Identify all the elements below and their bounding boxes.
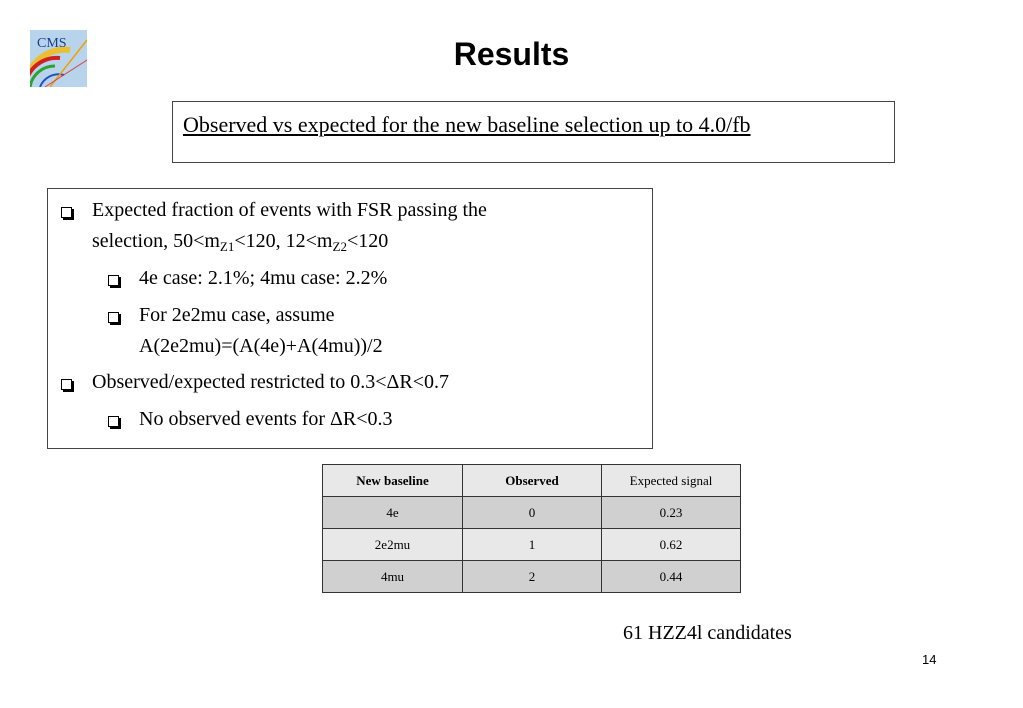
bullet-marker-icon [108, 275, 119, 286]
table-header-cell: Observed [463, 465, 602, 497]
cms-logo-text: CMS [37, 36, 67, 51]
subbullet-text: No observed events for ΔR<0.3 [139, 408, 393, 430]
bullet-text-line1: Expected fraction of events with FSR passing the [92, 199, 487, 221]
table-cell: 0.23 [602, 497, 741, 529]
table-header-cell: Expected signal [602, 465, 741, 497]
page-number: 14 [922, 652, 937, 667]
table-header-cell: New baseline [323, 465, 463, 497]
headline-box [172, 101, 895, 163]
table-cell: 0.44 [602, 561, 741, 593]
bullet-marker-icon [61, 207, 72, 218]
bullet-text-line2: selection, $50<m_{Z1}<120$, $12<m_{Z2}<120$ [92, 230, 389, 254]
table-cell: 4mu [323, 561, 463, 593]
table-cell: 1 [463, 529, 602, 561]
table-row [323, 529, 741, 561]
subbullet-text: 4e case: 2.1%; 4mu case: 2.2% [139, 267, 388, 289]
slide-title: Results [453, 36, 570, 72]
table-cell: 2 [463, 561, 602, 593]
bullet-marker-icon [108, 312, 119, 323]
bullet-marker-icon [61, 379, 72, 390]
table-cell: 0.62 [602, 529, 741, 561]
subbullet-text-line1: For 2e2mu case, assume [139, 304, 335, 326]
subbullet-text-line2: A(2e2mu)=(A(4e)+A(4mu))/2 [139, 335, 383, 357]
bullet-marker-icon [108, 416, 119, 427]
results-table [322, 464, 741, 593]
table-cell: 0 [463, 497, 602, 529]
candidates-note: 61 HZZ4l candidates [623, 622, 792, 644]
table-row [323, 561, 741, 593]
table-row [323, 497, 741, 529]
bullets-box [47, 188, 653, 449]
table-cell: 2e2mu [323, 529, 463, 561]
table-header-row [323, 465, 741, 497]
bullet-text: Observed/expected restricted to 0.3<ΔR<0.7 [92, 371, 449, 393]
table-cell: 4e [323, 497, 463, 529]
headline-text: Observed vs expected for the new baseline selection up to 4.0/fb [183, 112, 751, 137]
